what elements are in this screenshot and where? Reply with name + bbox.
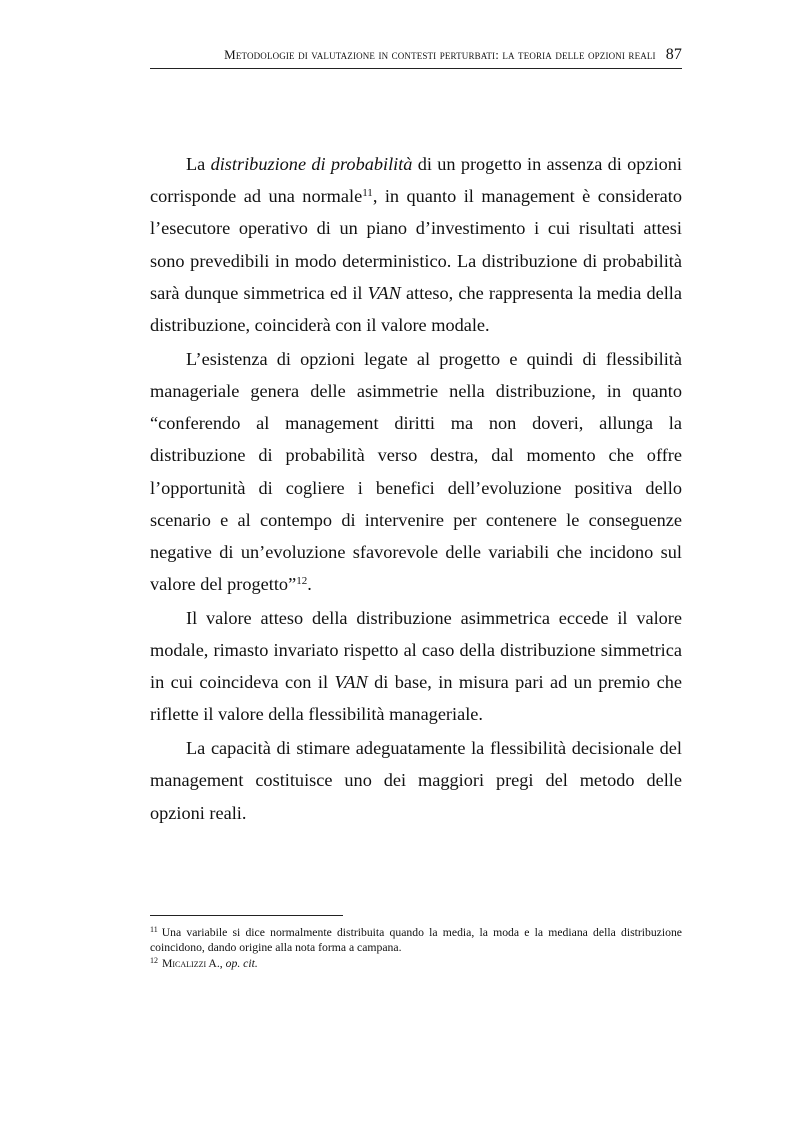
paragraph-2-text-a: L’esistenza di opzioni legate al progetto e quindi di flessibilità manageriale genera delle asimmetrie nella distribuzione, in quanto “conferendo al management diritti ma non doveri, allunga la distribuzione di probabilità verso destra, dal momento che offre l’opportunità di cogliere i benefici dell’evoluzione positiva dello scenario e al contempo di intervenire per contenere le conseguenze negative di un’evoluzione sfavorevole delle variabili che incidono sul valore del progetto” [150, 348, 682, 595]
footnote-11 [150, 925, 682, 956]
footnote-number: 11 [150, 925, 158, 934]
body-text [150, 148, 682, 830]
paragraph-3 [150, 602, 682, 731]
footnote-reference: op. cit. [225, 956, 258, 970]
emphasized-term: distribuzione di probabilità [210, 154, 413, 174]
paragraph-1-text-c: , in quanto il management è considerato l’esecutore operativo di un piano d’investimento i cui risultati attesi sono prevedibili in modo deterministico. La distribuzione di probabilità sarà dunque simmetrica ed il [150, 186, 683, 303]
paragraph-2 [150, 343, 682, 601]
van-term: VAN [367, 282, 401, 303]
footnote-author: Micalizzi A. [162, 956, 220, 970]
footnote-ref-11[interactable]: 11 [362, 187, 373, 200]
paragraph-3-text-b: di base, in misura pari ad un premio che riflette il valore della flessibilità manageriale. [150, 672, 682, 725]
footnote-separator [150, 915, 343, 916]
footnote-separator-text: , [219, 956, 226, 970]
paragraph-1-text-b: di un progetto in assenza di opzioni corrisponde ad una normale [150, 154, 682, 207]
page-number: 87 [665, 46, 682, 63]
paragraph-1-text-a: La [186, 154, 211, 174]
footnote-text: Una variabile si dice normalmente distribuita quando la media, la moda e la mediana della distribuzione coincidono, dando origine alla nota forma a campana. [150, 926, 682, 955]
van-term: VAN [334, 672, 368, 693]
paragraph-1-text-d: atteso, che rappresenta la media della distribuzione, coinciderà con il valore modale. [150, 282, 683, 336]
running-title: Metodologie di valutazione in contesti perturbati: la teoria delle opzioni reali [224, 47, 656, 62]
paragraph-1 [150, 148, 682, 341]
paragraph-2-text-b: . [307, 574, 312, 595]
running-header [150, 46, 682, 69]
paragraph-3-text-a: Il valore atteso della distribuzione asimmetrica eccede il valore modale, rimasto invariato rispetto al caso della distribuzione simmetrica in cui coincideva con il [150, 607, 682, 693]
footnote-12 [150, 956, 682, 971]
footnote-number: 12 [150, 955, 158, 965]
paragraph-4: La capacità di stimare adeguatamente la flessibilità decisionale del management costituisce uno dei maggiori pregi del metodo delle opzioni reali. [150, 738, 682, 823]
footnote-ref-12[interactable]: 12 [296, 575, 308, 588]
footnotes [150, 925, 682, 971]
